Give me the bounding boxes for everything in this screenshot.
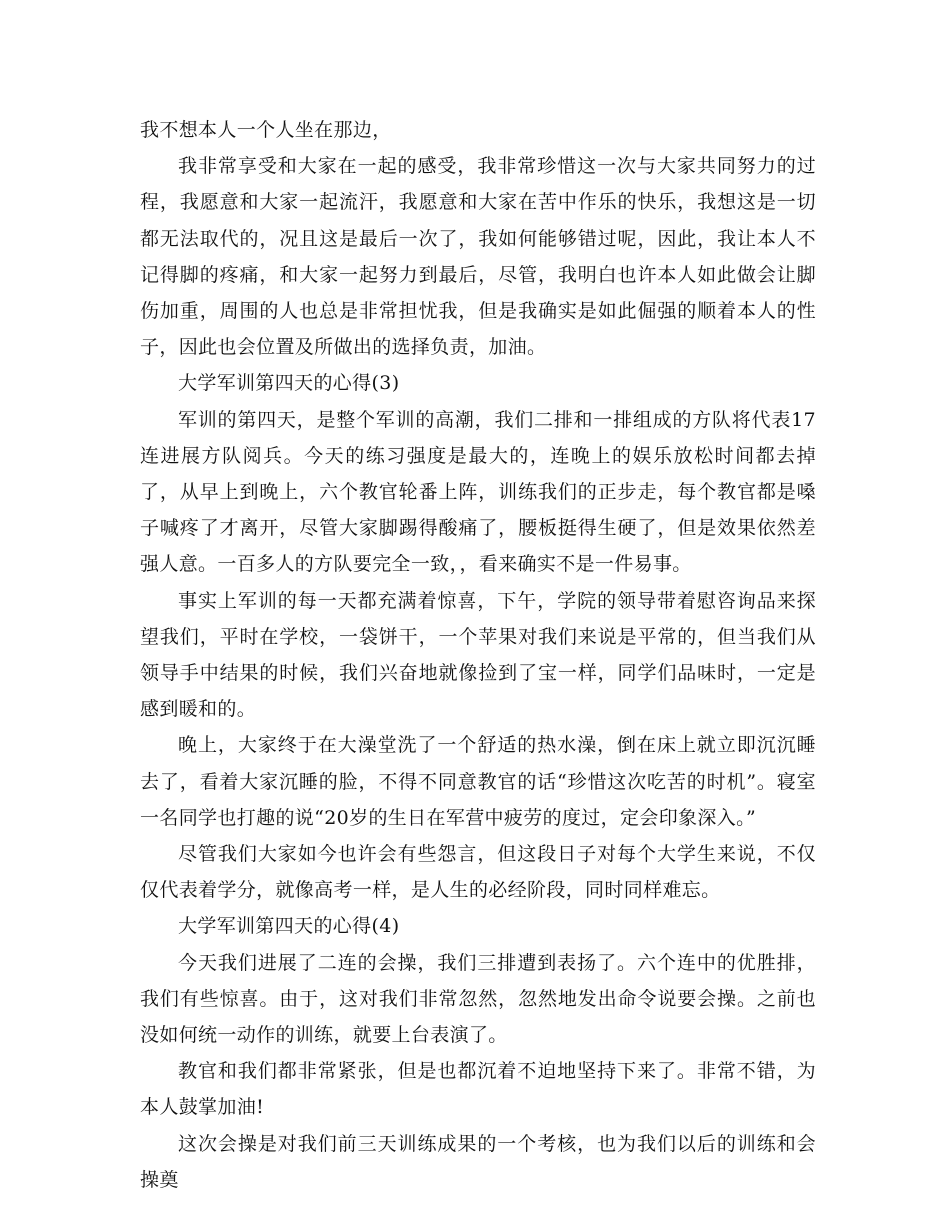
section-heading-4: 大学军训第四天的心得(4) [178, 915, 400, 938]
paragraph: 晚上，大家终于在大澡堂洗了一个舒适的热水澡，倒在床上就立即沉沉睡去了，看着大家沉睡的脸，不得不同意教官的话“珍惜这次吃苦的时机”。寝室一名同学也打趣的说“20岁的生日在军营中疲劳的度过，定会印象深入。” [140, 734, 816, 829]
paragraph-continuation: 我不想本人一个人坐在那边， [140, 119, 392, 141]
paragraph: 我非常享受和大家在一起的感受，我非常珍惜这一次与大家共同努力的过程，我愿意和大家一起流汗，我愿意和大家在苦中作乐的快乐，我想这是一切都无法取代的，况且这是最后一次了，我如何能够错过呢，因此，我让本人不记得脚的疼痛，和大家一起努力到最后，尽管，我明白也许本人如此做会让脚伤加重，周围的人也总是非常担忧我，但是我确实是如此倔强的顺着本人的性子，因此也会位置及所做出的选择负责，加油。 [140, 155, 816, 359]
document-body [140, 112, 816, 1198]
paragraph: 事实上军训的每一天都充满着惊喜，下午，学院的领导带着慰咨询品来探望我们，平时在学校，一袋饼干，一个苹果对我们来说是平常的，但当我们从领导手中结果的时候，我们兴奋地就像捡到了宝一样，同学们品味时，一定是感到暖和的。 [140, 589, 816, 721]
paragraph: 教官和我们都非常紧张，但是也都沉着不迫地坚持下来了。非常不错，为本人鼓掌加油! [140, 1060, 816, 1119]
paragraph: 今天我们进展了二连的会操，我们三排遭到表扬了。六个连中的优胜排，我们有些惊喜。由于，这对我们非常忽然，忽然地发出命令说要会操。之前也没如何统一动作的训练，就要上台表演了。 [140, 951, 816, 1047]
section-heading-3: 大学军训第四天的心得(3) [178, 372, 400, 395]
paragraph: 军训的第四天，是整个军训的高潮，我们二排和一排组成的方队将代表17连进展方队阅兵。今天的练习强度是最大的，连晚上的娱乐放松时间都去掉了，从早上到晚上，六个教官轮番上阵，训练我们的正步走，每个教官都是嗓子喊疼了才离开，尽管大家脚踢得酸痛了，腰板挺得生硬了，但是效果依然差强人意。一百多人的方队要完全一致，，看来确实不是一件易事。 [140, 408, 816, 576]
paragraph: 这次会操是对我们前三天训练成果的一个考核，也为我们以后的训练和会操奠 [140, 1132, 816, 1191]
paragraph: 尽管我们大家如今也许会有些怨言，但这段日子对每个大学生来说，不仅仅代表着学分，就像高考一样，是人生的必经阶段，同时同样难忘。 [140, 843, 816, 902]
